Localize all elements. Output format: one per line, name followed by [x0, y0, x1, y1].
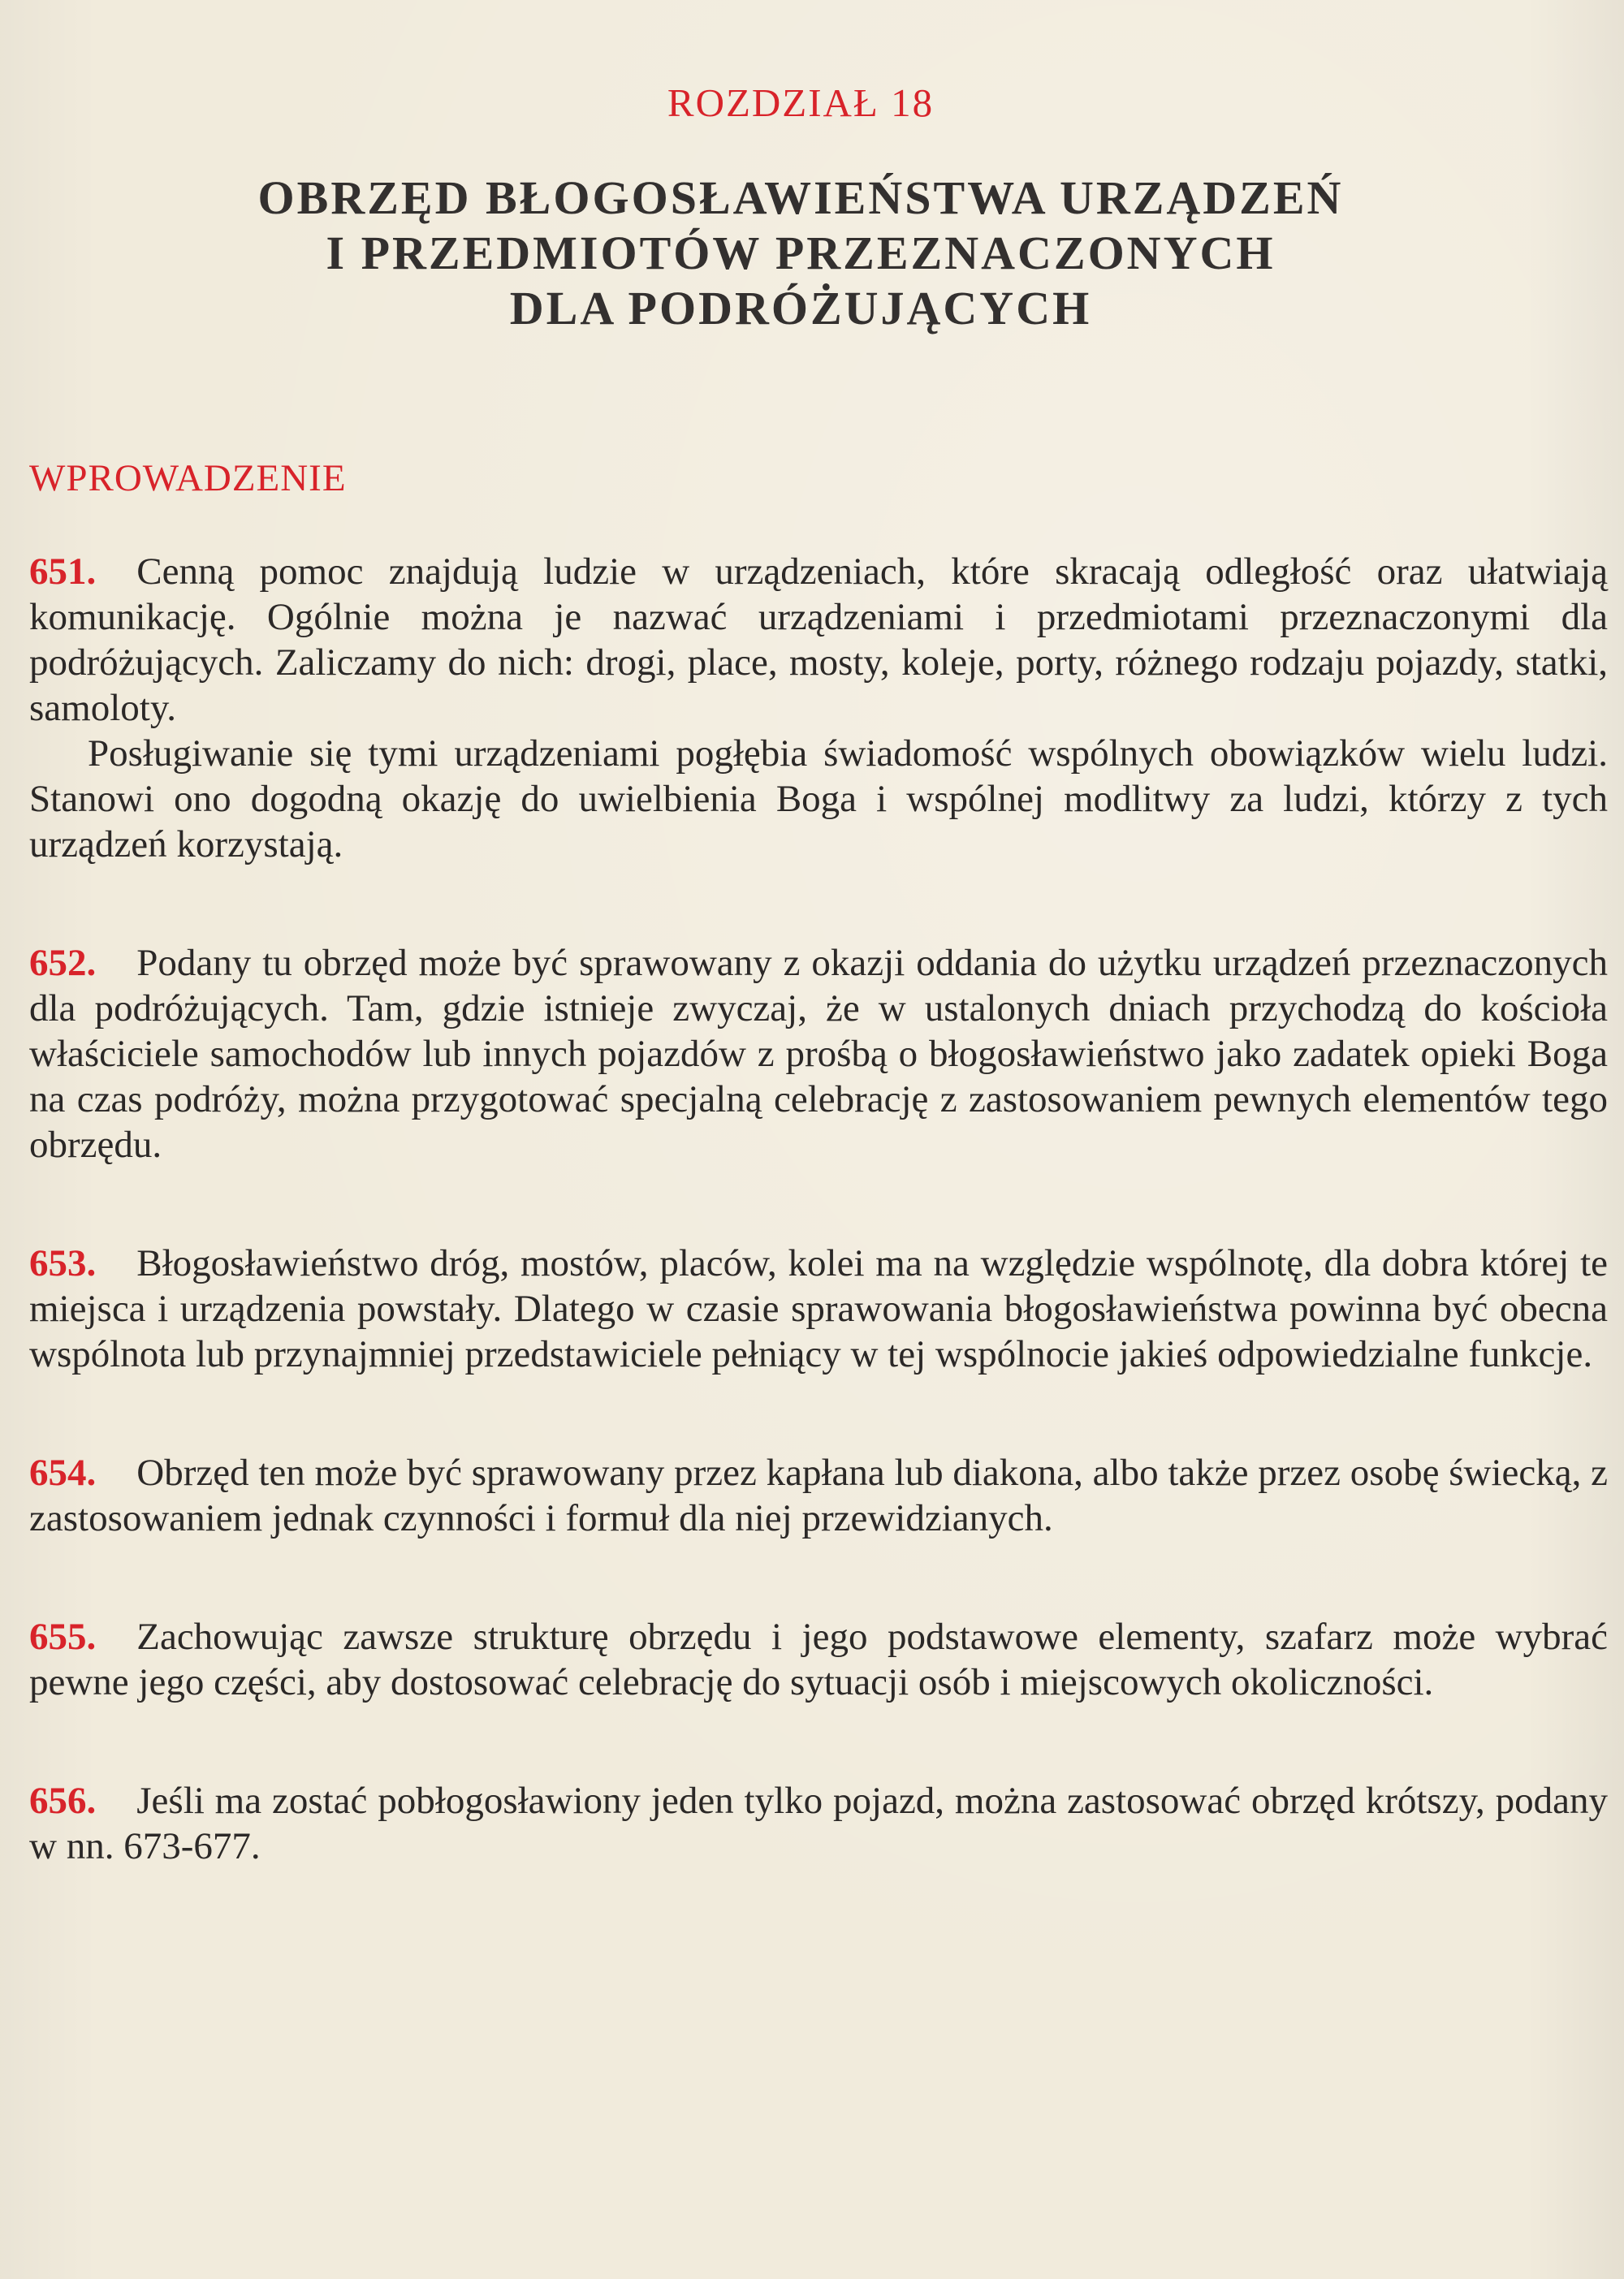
paragraph-text: Obrzęd ten może być sprawowany przez kapłana lub diakona, albo także przez osobę świecką, z zastosowaniem jednak czynności i formuł dla niej przewidzianych.	[29, 1451, 1608, 1539]
chapter-title-line-3: DLA PODRÓŻUJĄCYCH	[509, 281, 1092, 335]
paragraph-number: 655.	[29, 1615, 97, 1658]
paragraph-653	[29, 1241, 1608, 1377]
chapter-title-line-1: OBRZĘD BŁOGOSŁAWIEŃSTWA URZĄDZEŃ	[257, 170, 1344, 224]
paragraph-text: Podany tu obrzęd może być sprawowany z okazji oddania do użytku urządzeń przeznaczonych dla podróżujących. Tam, gdzie istnieje zwyczaj, że w ustalonych dniach przychodzą do kościoła właściciele samochodów lub innych pojazdów z prośbą o błogosławieństwo jako zadatek opieki Boga na czas podróży, można przygotować specjalną celebrację z zastosowaniem pewnych elementów tego obrzędu.	[29, 941, 1608, 1166]
paragraph-652	[29, 940, 1608, 1168]
section-heading: WPROWADZENIE	[29, 456, 347, 499]
paragraph-number: 653.	[29, 1241, 97, 1284]
paragraph-654	[29, 1450, 1608, 1541]
paragraph-continuation: Posługiwanie się tymi urządzeniami pogłębia świadomość wspólnych obowiązków wielu ludzi. Stanowi ono dogodną okazję do uwielbienia Boga i wspólnej modlitwy za ludzi, którzy z tych urządzeń korzystają.	[29, 732, 1608, 865]
paragraph-651	[29, 549, 1608, 867]
paragraph-number: 654.	[29, 1451, 97, 1494]
paragraph-text: Cenną pomoc znajdują ludzie w urządzeniach, które skracają odległość oraz ułatwiają komunikację. Ogólnie można je nazwać urządzeniami i przedmiotami przeznaczonymi dla podróżujących. Zaliczamy do nich: drogi, place, mosty, koleje, porty, różnego rodzaju pojazdy, statki, samoloty.	[29, 550, 1608, 729]
paragraph-number: 652.	[29, 941, 97, 984]
chapter-heading: ROZDZIAŁ 18	[667, 80, 935, 125]
paragraph-number: 651.	[29, 550, 97, 593]
chapter-title-line-2: I PRZEDMIOTÓW PRZEZNACZONYCH	[326, 226, 1276, 279]
paragraph-text: Jeśli ma zostać pobłogosławiony jeden tylko pojazd, można zastosować obrzęd krótszy, podany w nn. 673-677.	[29, 1779, 1608, 1867]
chapter-title	[29, 170, 1572, 336]
paragraph-text: Zachowując zawsze strukturę obrzędu i jego podstawowe elementy, szafarz może wybrać pewne jego części, aby dostosować celebrację do sytuacji osób i miejscowych okoliczności.	[29, 1615, 1608, 1703]
paragraph-text: Błogosławieństwo dróg, mostów, placów, kolei ma na względzie wspólnotę, dla dobra której te miejsca i urządzenia powstały. Dlatego w czasie sprawowania błogosławieństwa powinna być obecna wspólnota lub przynajmniej przedstawiciele pełniący w tej wspólnocie jakieś odpowiedzialne funkcje.	[29, 1241, 1608, 1375]
paragraph-655	[29, 1614, 1608, 1705]
paragraph-656	[29, 1778, 1608, 1869]
paragraph-number: 656.	[29, 1779, 97, 1822]
